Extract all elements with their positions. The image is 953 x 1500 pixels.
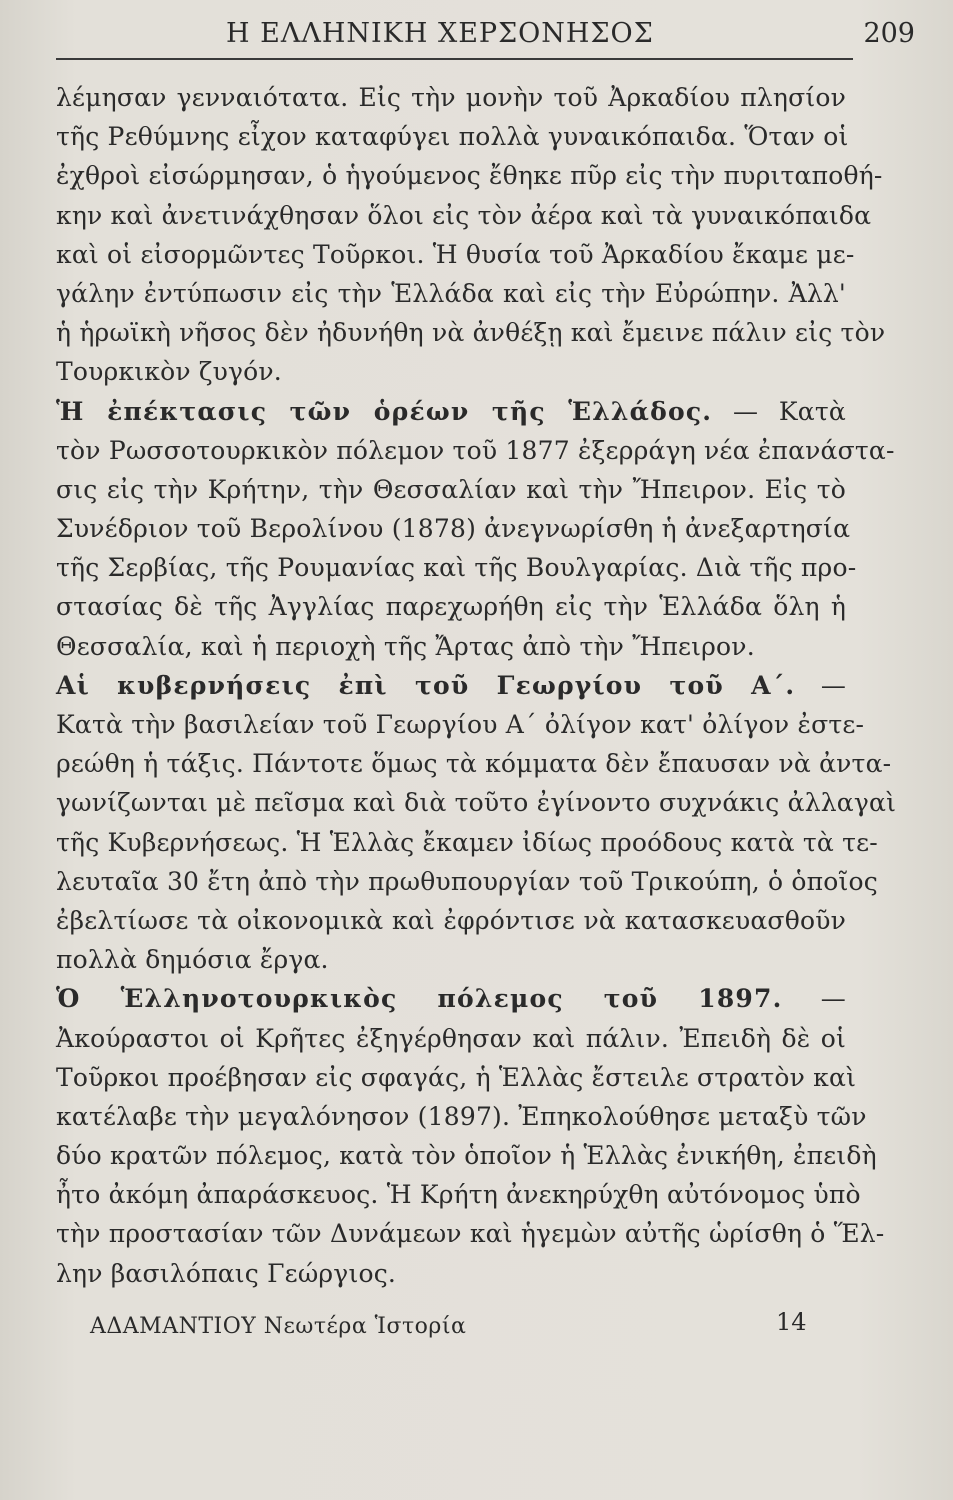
running-head xyxy=(56,18,915,60)
text-line: Συνέδριον τοῦ Βερολίνου (1878) ἀνεγνωρίσθη ἡ ἀνεξαρτησία xyxy=(56,514,851,544)
text-line: ρεώθη ἡ τάξις. Πάντοτε ὅμως τὰ κόμματα δὲν ἔπαυσαν νὰ ἀντα- xyxy=(56,749,892,779)
text-line: γάλην ἐντύπωσιν εἰς τὴν Ἑλλάδα καὶ εἰς τὴν Εὐρώπην. Ἀλλ' xyxy=(56,278,846,308)
text-line: λέμησαν γενναιότατα. Εἰς τὴν μονὴν τοῦ Ἀρκαδίου πλησίον xyxy=(56,83,846,112)
text-fragment: — xyxy=(820,670,847,700)
text-line: Θεσσαλία, καὶ ἡ περιοχὴ τῆς Ἄρτας ἀπὸ τὴν Ἤπειρον. xyxy=(56,631,755,661)
text-line: ἡ ἡρωϊκὴ νῆσος δὲν ἠδυνήθη νὰ ἀνθέξῃ καὶ ἔμεινε πάλιν εἰς τὸν xyxy=(56,318,886,348)
text-fragment: — xyxy=(820,984,846,1014)
text-line: ἦτο ἀκόμη ἀπαράσκευος. Ἡ Κρήτη ἀνεκηρύχθη αὐτόνομος ὑπὸ xyxy=(56,1180,861,1210)
text-line: τὴν προστασίαν τῶν Δυνάμεων καὶ ἡγεμὼν αὐτῆς ὡρίσθη ὁ Ἕλ- xyxy=(56,1219,885,1249)
section-heading: Αἱ κυβερνήσεις ἐπὶ τοῦ Γεωργίου τοῦ Α΄. xyxy=(56,670,796,700)
section-heading: Ὁ Ἑλληνοτουρκικὸς πόλεμος τοῦ 1897. xyxy=(56,984,783,1014)
text-line: Τοῦρκοι προέβησαν εἰς σφαγάς, ἡ Ἑλλὰς ἔστειλε στρατὸν καὶ xyxy=(56,1062,857,1092)
text-line: γωνίζωνται μὲ πεῖσμα καὶ διὰ τοῦτο ἐγίνοντο συχνάκις ἀλλαγαὶ xyxy=(56,788,897,818)
text-line: κην καὶ ἀνετινάχθησαν ὅλοι εἰς τὸν ἀέρα καὶ τὰ γυναικόπαιδα xyxy=(56,200,872,230)
text-line: δύο κρατῶν πόλεμος, κατὰ τὸν ὁποῖον ἡ Ἑλλὰς ἐνικήθη, ἐπειδὴ xyxy=(56,1141,877,1171)
text-line: Τουρκικὸν ζυγόν. xyxy=(56,357,282,387)
text-line: στασίας δὲ τῆς Ἀγγλίας παρεχωρήθη εἰς τὴν Ἑλλάδα ὅλη ἡ xyxy=(56,592,846,622)
text-line: λην βασιλόπαις Γεώργιος. xyxy=(56,1258,397,1288)
section-heading: Ἡ ἐπέκτασις τῶν ὁρέων τῆς Ἑλλάδος. xyxy=(56,396,713,426)
text-line: τὸν Ρωσσοτουρκικὸν πόλεμον τοῦ 1877 ἐξερράγη νέα ἐπανάστα- xyxy=(56,435,895,465)
text-line: κατέλαβε τὴν μεγαλόνησον (1897). Ἐπηκολούθησε μεταξὺ τῶν xyxy=(56,1101,867,1131)
sheet-number: 14 xyxy=(776,1308,807,1336)
text-line: τῆς Κυβερνήσεως. Ἡ Ἑλλὰς ἔκαμεν ἰδίως προόδους κατὰ τὰ τε- xyxy=(56,827,878,857)
text-line: ἐχθροὶ εἰσώρμησαν, ὁ ἡγούμενος ἔθηκε πῦρ εἰς τὴν πυριταποθή- xyxy=(56,161,883,191)
section-heading-line xyxy=(56,979,846,1018)
text-line: λευταῖα 30 ἔτη ἀπὸ τὴν πρωθυπουργίαν τοῦ Τρικούπη, ὁ ὁποῖος xyxy=(56,866,879,896)
text-line: πολλὰ δημόσια ἔργα. xyxy=(56,945,329,975)
text-line: ἐβελτίωσε τὰ οἰκονομικὰ καὶ ἐφρόντισε νὰ κατασκευασθοῦν xyxy=(56,905,846,935)
text-fragment: — Κατὰ xyxy=(732,396,846,426)
section-heading-line xyxy=(56,666,846,705)
section-heading-line xyxy=(56,392,846,431)
page-number: 209 xyxy=(863,18,915,49)
text-line: τῆς Ρεθύμνης εἶχον καταφύγει πολλὰ γυναικόπαιδα. Ὅταν οἱ xyxy=(56,122,849,152)
printer-signature: ΑΔΑΜΑΝΤΙΟΥ Νεωτέρα Ἱστορία xyxy=(90,1314,467,1339)
running-title: Η ΕΛΛΗΝΙΚΗ ΧΕΡΣΟΝΗΣΟΣ xyxy=(226,18,654,49)
body-text xyxy=(56,78,897,1293)
text-line: Κατὰ τὴν βασιλείαν τοῦ Γεωργίου Α΄ ὀλίγον κατ' ὀλίγον ἐστε- xyxy=(56,710,865,739)
text-line: καὶ οἱ εἰσορμῶντες Τοῦρκοι. Ἡ θυσία τοῦ Ἀρκαδίου ἔκαμε με- xyxy=(56,239,855,269)
text-line: Ἀκούραστοι οἱ Κρῆτες ἐξηγέρθησαν καὶ πάλιν. Ἐπειδὴ δὲ οἱ xyxy=(56,1023,846,1053)
text-line: σις εἰς τὴν Κρήτην, τὴν Θεσσαλίαν καὶ τὴν Ἤπειρον. Εἰς τὸ xyxy=(56,474,846,504)
text-line: τῆς Σερβίας, τῆς Ρουμανίας καὶ τῆς Βουλγαρίας. Διὰ τῆς προ- xyxy=(56,553,857,583)
